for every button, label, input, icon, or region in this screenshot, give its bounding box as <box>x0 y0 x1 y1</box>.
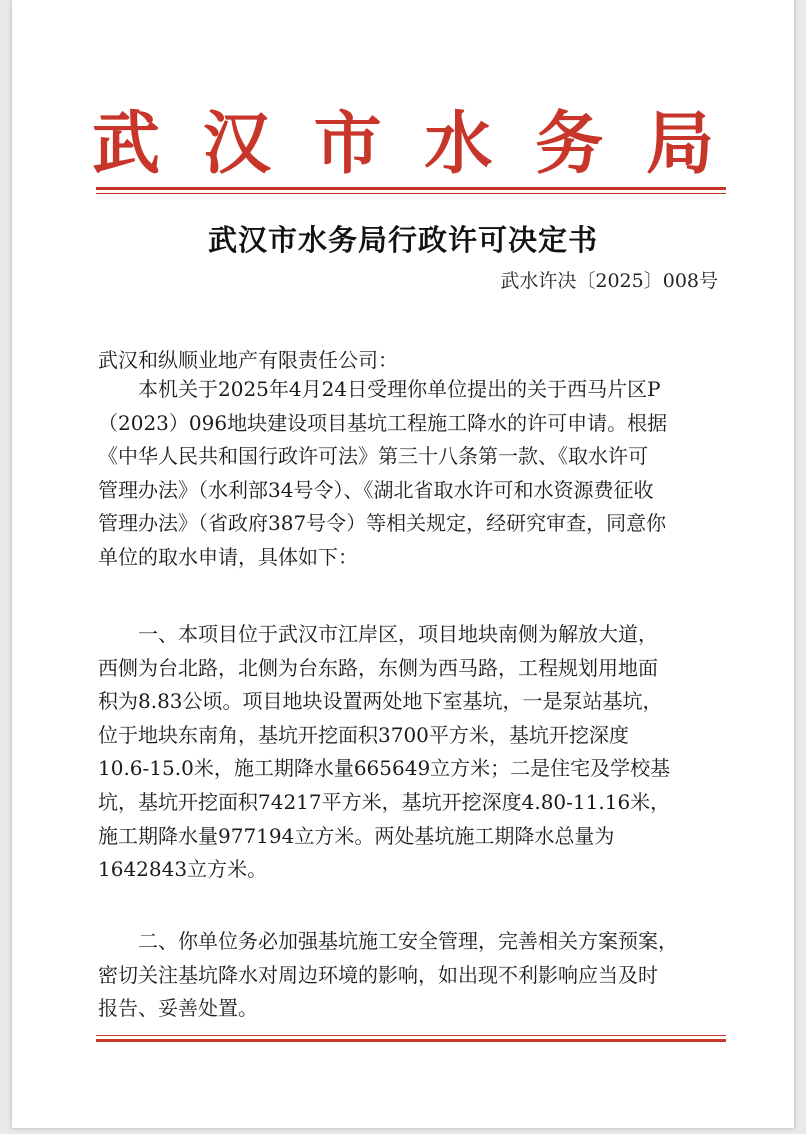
paragraph-2 <box>98 618 724 887</box>
text-line: 西侧为台北路，北侧为台东路，东侧为西马路，工程规划用地面 <box>98 655 658 680</box>
text-line: （2023）096地块建设项目基坑工程施工降水的许可申请。根据 <box>98 410 668 435</box>
document-page <box>12 0 794 1128</box>
text-line: 一、本项目位于武汉市江岸区，项目地块南侧为解放大道， <box>138 622 658 646</box>
addressee: 武汉和纵顺业地产有限责任公司： <box>98 348 398 372</box>
text-line: 施工期降水量977194立方米。两处基坑施工期降水总量为 <box>98 823 615 848</box>
letterhead-char: 局 <box>645 104 714 184</box>
letterhead-title <box>92 104 714 184</box>
text-line: 单位的取水申请，具体如下： <box>98 544 358 569</box>
letterhead-char: 汉 <box>202 104 271 184</box>
footer-divider-thick <box>96 1039 726 1042</box>
letterhead-char: 水 <box>424 104 493 184</box>
text-line: 坑，基坑开挖面积74217平方米，基坑开挖深度4.80-11.16米， <box>98 789 671 814</box>
document-title: 武汉市水务局行政许可决定书 <box>207 223 598 257</box>
text-line: 位于地块东南角，基坑开挖面积3700平方米，基坑开挖深度 <box>98 722 629 747</box>
letterhead-char: 务 <box>535 104 604 184</box>
letterhead-char: 市 <box>313 104 382 184</box>
text-line: 管理办法》（水利部34号令）、《湖北省取水许可和水资源费征收 <box>98 477 654 502</box>
text-line: 管理办法》（省政府387号令）等相关规定，经研究审查，同意你 <box>98 511 667 536</box>
paragraph-1 <box>98 373 724 575</box>
text-line: 报告、妥善处置。 <box>98 996 258 1021</box>
text-line: 10.6-15.0米，施工期降水量665649立方米；二是住宅及学校基 <box>98 756 671 781</box>
paragraph-3 <box>98 925 724 1026</box>
text-line: 二、你单位务必加强基坑施工安全管理，完善相关方案预案， <box>138 929 678 953</box>
text-line: 1642843立方米。 <box>98 857 268 882</box>
letterhead-char: 武 <box>92 104 161 184</box>
letterhead-divider-thin <box>96 193 726 194</box>
footer-divider-thin <box>96 1035 726 1036</box>
text-line: 密切关注基坑降水对周边环境的影响，如出现不利影响应当及时 <box>98 962 658 987</box>
letterhead-divider-thick <box>96 187 726 190</box>
text-line: 《中华人民共和国行政许可法》第三十八条第一款、《取水许可 <box>98 444 648 469</box>
text-line: 本机关于2025年4月24日受理你单位提出的关于西马片区P <box>138 377 661 401</box>
text-line: 积为8.83公顷。项目地块设置两处地下室基坑，一是泵站基坑， <box>98 689 663 714</box>
document-number: 武水许决〔2025〕008号 <box>500 270 718 292</box>
